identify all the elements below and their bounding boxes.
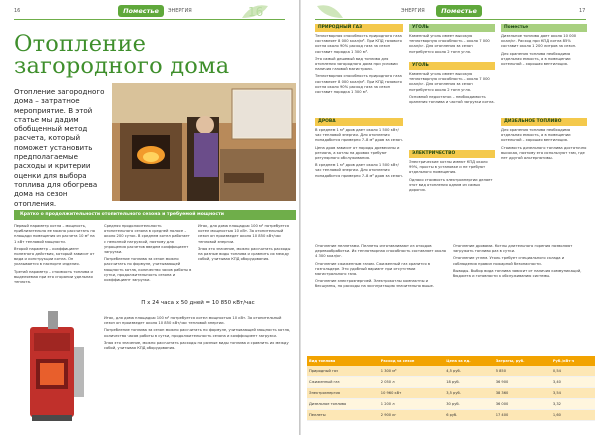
table-cell: 4,5 руб. (444, 366, 494, 377)
text-column-c: Дизельное топливо дает около 10 000 ккал/кг. Расход при КПД котла 85% составит около 1 200 литров за сезон. Для хранения топлива необходима отдельная емкость, а в помещении котельной – хорошая вентиляция. (501, 34, 577, 67)
right-page (301, 0, 600, 435)
table-header-cell: Цена за ед. (444, 356, 494, 366)
table-cell: 36 900 (494, 377, 551, 388)
table-cell: 2 900 кг (379, 410, 444, 421)
right-page-header (301, 0, 600, 22)
text-electricity: Электрические котлы имеют КПД около 99%, просты в установке и не требуют отдельного помещения. Однако стоимость электроэнергии делает этот вид отопления одним из самых дорогих. (409, 160, 493, 193)
table-cell: 1 200 л (379, 399, 444, 410)
left-page (0, 0, 299, 435)
table-cell: 36 000 (494, 399, 551, 410)
section-label: ЭНЕРГИЯ (168, 8, 192, 14)
table-cell: 3,54 (551, 388, 595, 399)
table-row (307, 410, 595, 421)
table-cell: 2 050 л (379, 377, 444, 388)
table-cell: 0,54 (551, 366, 595, 377)
text-column-4: Итак, для дома площадью 100 м² потребуется котел мощностью 10 кВт. За отопительный сезон он произведет около 10 850 кВт/час тепловой энергии. Потребление топлива за сезон можно рассчитать по формуле, учитывающей мощность котла, количество часов работы в сутки, продолжительность сезона и коэффициент загрузки. Зная это значение, можно рассчитать расходы на разные виды топлива и сравнить их между собой, учитывая КПД оборудования. (104, 316, 291, 351)
table-header-cell: Расход за сезон (379, 356, 444, 366)
table-header-cell: Затраты, руб. (494, 356, 551, 366)
table-cell: 1 300 м³ (379, 366, 444, 377)
fireplace-photo (112, 83, 296, 201)
text-coal-intro: Каменный уголь имеет высокую теплотворную способность – около 7 000 ккал/кг. Для отопления за сезон потребуется около 2 тонн угля. (409, 34, 490, 54)
table-cell: 17 400 (494, 410, 551, 421)
page-number: 17 (579, 8, 586, 14)
table-header-row (307, 356, 595, 366)
boiler-illustration (22, 307, 88, 425)
article-title: Отопление загородного дома (14, 31, 230, 79)
text-coal: Каменный уголь имеет высокую теплотворную способность – около 7 000 ккал/кг. Для отопления за сезон потребуется около 2 тонн угля. Основной недостаток – необходимость хранения топлива и частой загрузки котла. (409, 72, 495, 105)
text-wood: В среднем 1 м³ дров дает около 1 500 кВт/час тепловой энергии. Для отопления понадобится примерно 7–8 м³ дров за сезон. Цена дров зависит от породы древесины и региона, а котлы на дровах требуют регулярного обслуживания. В среднем 1 м³ дров дает около 1 500 кВт/час тепловой энергии. Для отопления понадобится примерно 7–8 м³ дров за сезон. (315, 128, 403, 178)
section-label: ЭНЕРГИЯ (401, 8, 425, 14)
fuel-cost-table (307, 356, 595, 421)
section-tab: Поместье (436, 5, 482, 17)
formula: П х 24 часа х 50 дней = 10 850 кВт/час (141, 300, 255, 306)
table-cell: 1,60 (551, 410, 595, 421)
table-row (307, 388, 595, 399)
table-cell: 6 руб. (444, 410, 494, 421)
table-cell: 18 руб. (444, 377, 494, 388)
table-row (307, 366, 595, 377)
table-cell: Сжиженный газ (307, 377, 379, 388)
section-heading-electricity: ЭЛЕКТРИЧЕСТВО (409, 150, 495, 158)
table-header-cell: Вид топлива (307, 356, 379, 366)
table-row (307, 377, 595, 388)
page-number: 16 (14, 8, 21, 14)
table-cell: 3,5 руб. (444, 388, 494, 399)
header-rule (315, 19, 586, 20)
section-heading-column-c: Поместье (501, 24, 587, 32)
text-gas: Теплотворная способность природного газа составляет 8 000 ккал/м³. При КПД газового котла около 90% расход газа за сезон составит порядка 1 300 м³. Это самый дешевый вид топлива для отопления загородного дома при условии наличия газовой магистрали. Теплотворная способность природного газа составляет 8 000 ккал/м³. При КПД газового котла около 90% расход газа за сезон составит порядка 1 300 м³. (315, 34, 402, 95)
section-tab: Поместье (118, 5, 164, 17)
caption-bar: Кратко о продолжительности отопительного сезона и требуемой мощности (14, 210, 296, 220)
text-column-1: Первый параметр котла – мощность, приблизительно ее можно рассчитать по площади помещения из расчета 10 м² на 1 кВт тепловой мощности. Второй параметр – коэффициент полезного действия, который зависит от вида и конструкции котла. Он указывается в паспорте изделия. Третий параметр – стоимость топлива и выделяемая при его сгорании удельная теплота. (14, 224, 96, 285)
comparison-text-left: Отопление пеллетами. Пеллеты изготавливают из отходов деревообработки. Их теплотворная способность составляет около 4 300 ккал/кг. Отопление сжиженным газом. Сжиженный газ хранится в газгольдере. Это удобный вариант при отсутствии магистрального газа. Отопление электроэнергией. Электрокотлы компактны и бесшумны, но расходы на эксплуатацию значительно выше. (315, 244, 447, 289)
text-diesel: Для хранения топлива необходима отдельная емкость, а в помещении котельной – хорошая вентиляция. Стоимость дизельного топлива достаточно высокая, поэтому его используют там, где нет другой альтернативы. (501, 128, 587, 161)
section-heading-diesel: ДИЗЕЛЬНОЕ ТОПЛИВО (501, 118, 587, 126)
svg-text:16: 16 (248, 5, 264, 19)
table-cell: Пеллеты (307, 410, 379, 421)
table-cell: Природный газ (307, 366, 379, 377)
section-heading-gas: ПРИРОДНЫЙ ГАЗ (315, 24, 403, 32)
table-cell: 38 360 (494, 388, 551, 399)
text-column-3: Итак, для дома площадью 100 м² потребуется котел мощностью 10 кВт. За отопительный сезон он произведет около 10 850 кВт/час тепловой энергии. Зная это значение, можно рассчитать расходы на разные виды топлива и сравнить их между собой, учитывая КПД оборудования. (198, 224, 291, 262)
leaf-decoration-icon (315, 2, 345, 20)
text-column-2: Средняя продолжительность отопительного сезона в средней полосе – около 200 суток. В среднем котел работает с неполной нагрузкой, поэтому для упрощения расчетов введем коэффициент загрузки. Потребление топлива за сезон можно рассчитать по формуле, учитывающей мощность котла, количество часов работы в сутки, продолжительность сезона и коэффициент загрузки. (104, 224, 192, 283)
section-heading-coal: УГОЛЬ (409, 62, 495, 70)
section-heading-wood: ДРОВА (315, 118, 403, 126)
article-lead: Отопление загородного дома – затратное мероприятие. В этой статье мы дадим обобщенный метод расчета, который поможет установить предполагаемые расходы и критерии оценки для выбора топлива для обогрева дома на сезон отопления. (14, 87, 105, 208)
table-cell: 30 руб. (444, 399, 494, 410)
table-cell: 3,32 (551, 399, 595, 410)
table-cell: 10 960 кВт (379, 388, 444, 399)
table-header-cell: Руб./кВт·ч (551, 356, 595, 366)
table-row (307, 399, 595, 410)
section-heading-coal-top: УГОЛЬ (409, 24, 495, 32)
left-page-header (0, 0, 299, 22)
table-cell: Электроэнергия (307, 388, 379, 399)
leaf-decoration-icon (240, 2, 270, 20)
table-cell: Дизельное топливо (307, 399, 379, 410)
header-rule (14, 19, 285, 20)
table-cell: 3,40 (551, 377, 595, 388)
comparison-text-right: Отопление дровами. Котлы длительного горения позволяют загружать топливо раз в сутки. Отопление углем. Уголь требует специального склада и соблюдения правил пожарной безопасности. Выводы. Выбор вида топлива зависит от наличия коммуникаций, бюджета и готовности к обслуживанию системы. (453, 244, 582, 279)
table-cell: 5 850 (494, 366, 551, 377)
